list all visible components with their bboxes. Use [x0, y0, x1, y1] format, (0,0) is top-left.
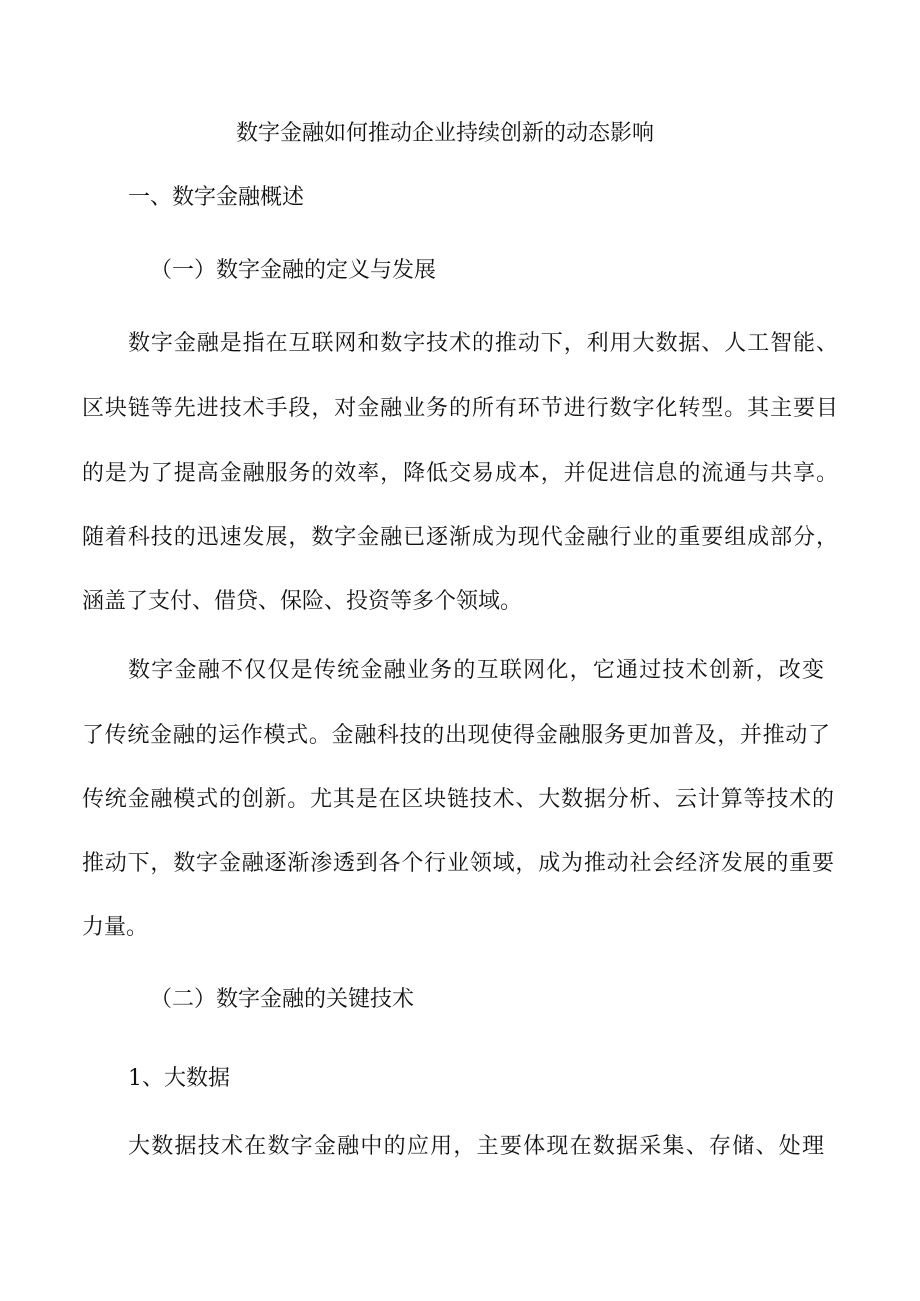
- paragraph-line: 传统金融模式的创新。尤其是在区块链技术、大数据分析、云计算等技术的: [82, 787, 834, 812]
- paragraph-line: 涵盖了支付、借贷、保险、投资等多个领域。: [82, 589, 523, 614]
- subsection-heading: （一）数字金融的定义与发展: [150, 258, 437, 283]
- document-title: 数字金融如何推动企业持续创新的动态影响: [236, 121, 655, 146]
- section-heading: 一、数字金融概述: [128, 185, 305, 210]
- paragraph-line: 力量。: [82, 915, 149, 940]
- paragraph-line: 区块链等先进技术手段，对金融业务的所有环节进行数字化转型。其主要目: [82, 396, 838, 421]
- subsection-heading: （二）数字金融的关键技术: [150, 987, 415, 1012]
- paragraph-line: 了传统金融的运作模式。金融科技的出现使得金融服务更加普及，并推动了: [82, 723, 830, 748]
- paragraph-line: 大数据技术在数字金融中的应用，主要体现在数据采集、存储、处理: [128, 1134, 824, 1159]
- paragraph-line: 数字金融不仅仅是传统金融业务的互联网化，它通过技术创新，改变: [128, 658, 824, 683]
- paragraph-line: 推动下，数字金融逐渐渗透到各个行业领域，成为推动社会经济发展的重要: [82, 851, 834, 876]
- paragraph-line: 随着科技的迅速发展，数字金融已逐渐成为现代金融行业的重要组成部分，: [82, 525, 838, 550]
- paragraph-line: 数字金融是指在互联网和数字技术的推动下，利用大数据、人工智能、: [128, 331, 838, 356]
- paragraph-line: 的是为了提高金融服务的效率，降低交易成本，并促进信息的流通与共享。: [82, 461, 838, 486]
- list-item-heading: 1、大数据: [128, 1066, 230, 1091]
